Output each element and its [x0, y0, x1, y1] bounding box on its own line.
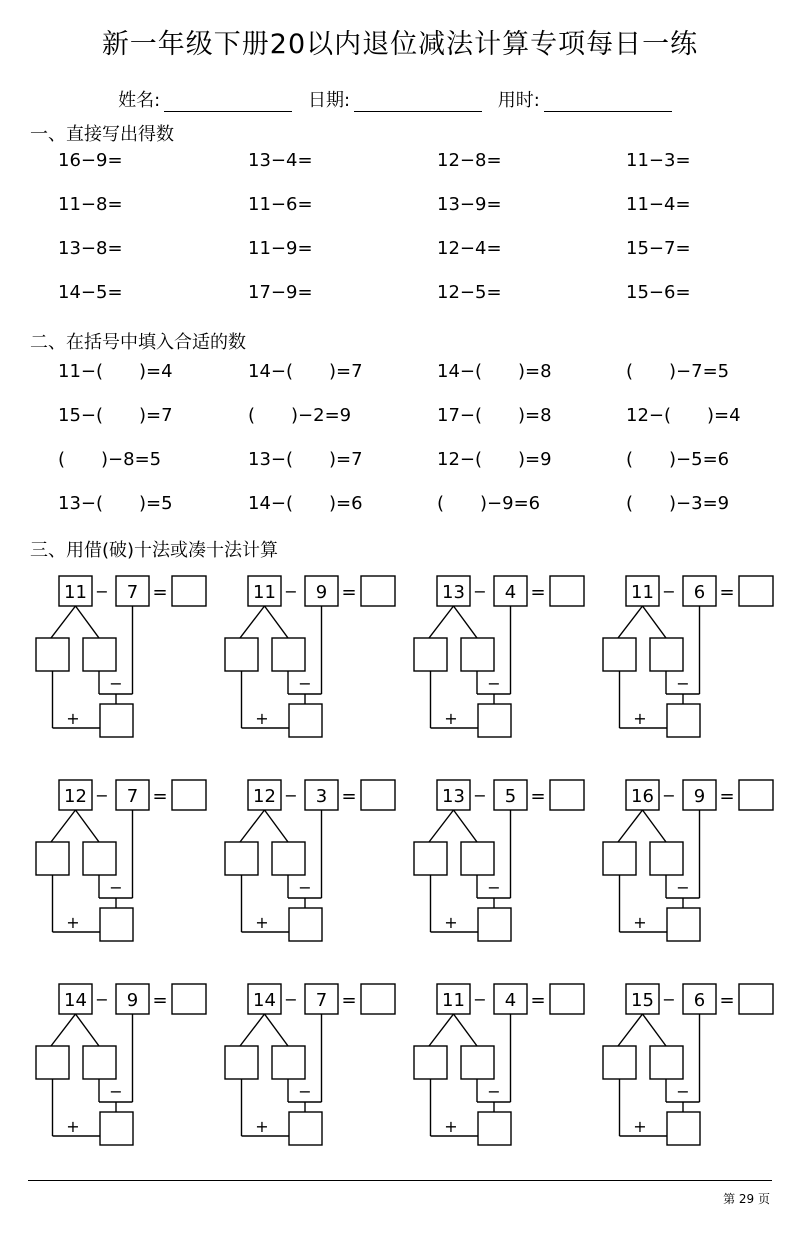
- fill-blank-problem: 15−( )=7: [58, 405, 173, 426]
- arithmetic-problem: 11−9=: [248, 238, 313, 259]
- subtrahend-value: 4: [504, 582, 517, 603]
- arithmetic-problem: 15−6=: [626, 282, 691, 303]
- minuend-value: 11: [64, 582, 87, 603]
- plus-sign: +: [633, 913, 647, 932]
- plus-sign: +: [255, 1117, 269, 1136]
- split-line-left: [51, 810, 76, 842]
- subtrahend-value: 6: [693, 990, 706, 1011]
- split-box-right: [272, 638, 305, 671]
- equals-sign: =: [719, 582, 735, 603]
- minuend-value: 12: [64, 786, 87, 807]
- split-line-right: [76, 810, 100, 842]
- equals-sign: =: [719, 786, 735, 807]
- split-line-left: [429, 810, 454, 842]
- minus-sign: −: [487, 1082, 501, 1101]
- plus-sign: +: [255, 709, 269, 728]
- fill-blank-problem: 17−( )=8: [437, 405, 552, 426]
- fill-blank-problem: 13−( )=7: [248, 449, 363, 470]
- subtrahend-value: 5: [504, 786, 517, 807]
- split-box-left: [603, 638, 636, 671]
- fill-blank-problem: 11−( )=4: [58, 361, 173, 382]
- split-line-right: [454, 810, 478, 842]
- answer-box: [361, 780, 395, 810]
- answer-box: [739, 780, 773, 810]
- minus-sign: −: [676, 674, 690, 693]
- arithmetic-problem: 13−4=: [248, 150, 313, 171]
- fill-blank-problem: 13−( )=5: [58, 493, 173, 514]
- fill-blank-problem: 14−( )=8: [437, 361, 552, 382]
- minus-sign: −: [487, 674, 501, 693]
- split-line-left: [429, 606, 454, 638]
- split-line-right: [76, 1014, 100, 1046]
- minus-sign: −: [473, 990, 487, 1009]
- subtrahend-value: 4: [504, 990, 517, 1011]
- minus-sign: −: [473, 582, 487, 601]
- split-box-left: [603, 842, 636, 875]
- subtrahend-value: 6: [693, 582, 706, 603]
- split-box-right: [272, 1046, 305, 1079]
- plus-sign: +: [66, 913, 80, 932]
- split-line-left: [618, 1014, 643, 1046]
- minus-sign: −: [109, 878, 123, 897]
- split-box-right: [461, 842, 494, 875]
- date-label: 日期:: [307, 90, 351, 111]
- minus-sign: −: [284, 582, 298, 601]
- section2-heading: 二、在括号中填入合适的数: [30, 332, 246, 353]
- split-box-left: [225, 842, 258, 875]
- minus-sign: −: [284, 990, 298, 1009]
- split-box-right: [83, 638, 116, 671]
- minus-sign: −: [676, 878, 690, 897]
- plus-sign: +: [66, 1117, 80, 1136]
- split-box-right: [650, 1046, 683, 1079]
- minus-sign: −: [473, 786, 487, 805]
- split-line-left: [618, 810, 643, 842]
- equals-sign: =: [152, 990, 168, 1011]
- subtrahend-value: 3: [315, 786, 328, 807]
- fill-blank-problem: ( )−2=9: [248, 405, 352, 426]
- arithmetic-problem: 11−3=: [626, 150, 691, 171]
- minus-sign: −: [487, 878, 501, 897]
- minus-sign: −: [298, 1082, 312, 1101]
- plus-sign: +: [444, 1117, 458, 1136]
- split-box-left: [36, 842, 69, 875]
- split-box-right: [461, 638, 494, 671]
- split-line-left: [240, 1014, 265, 1046]
- split-line-right: [265, 606, 289, 638]
- answer-box: [550, 576, 584, 606]
- arithmetic-problem: 14−5=: [58, 282, 123, 303]
- minus-sign: −: [662, 582, 676, 601]
- name-label: 姓名:: [118, 90, 161, 111]
- split-line-left: [51, 606, 76, 638]
- answer-box: [361, 576, 395, 606]
- minus-sign: −: [95, 786, 109, 805]
- arithmetic-problem: 11−4=: [626, 194, 691, 215]
- minus-sign: −: [298, 878, 312, 897]
- result-box: [289, 908, 322, 941]
- split-line-left: [240, 606, 265, 638]
- split-line-left: [240, 810, 265, 842]
- split-box-right: [83, 842, 116, 875]
- equals-sign: =: [530, 582, 546, 603]
- plus-sign: +: [444, 709, 458, 728]
- split-box-left: [36, 1046, 69, 1079]
- answer-box: [361, 984, 395, 1014]
- minus-sign: −: [109, 1082, 123, 1101]
- result-box: [100, 1112, 133, 1145]
- answer-box: [739, 984, 773, 1014]
- minuend-value: 11: [442, 990, 465, 1011]
- equals-sign: =: [152, 786, 168, 807]
- equals-sign: =: [341, 786, 357, 807]
- result-box: [667, 908, 700, 941]
- plus-sign: +: [633, 1117, 647, 1136]
- equals-sign: =: [530, 786, 546, 807]
- minuend-value: 13: [442, 786, 465, 807]
- result-box: [289, 704, 322, 737]
- result-box: [289, 1112, 322, 1145]
- fill-blank-problem: ( )−3=9: [626, 493, 730, 514]
- split-line-left: [618, 606, 643, 638]
- minus-sign: −: [298, 674, 312, 693]
- subtrahend-value: 9: [693, 786, 706, 807]
- subtrahend-value: 9: [126, 990, 139, 1011]
- arithmetic-problem: 15−7=: [626, 238, 691, 259]
- split-box-right: [461, 1046, 494, 1079]
- plus-sign: +: [633, 709, 647, 728]
- minus-sign: −: [95, 582, 109, 601]
- section3-heading: 三、用借(破)十法或凑十法计算: [30, 540, 279, 561]
- arithmetic-problem: 16−9=: [58, 150, 123, 171]
- fill-blank-problem: ( )−5=6: [626, 449, 730, 470]
- split-box-right: [83, 1046, 116, 1079]
- fill-blank-problem: 14−( )=6: [248, 493, 363, 514]
- minus-sign: −: [662, 786, 676, 805]
- split-line-right: [643, 1014, 667, 1046]
- answer-box: [550, 780, 584, 810]
- equals-sign: =: [152, 582, 168, 603]
- page-title: 新一年级下册20以内退位减法计算专项每日一练: [101, 29, 699, 60]
- split-line-right: [454, 606, 478, 638]
- subtrahend-value: 7: [126, 786, 139, 807]
- split-box-left: [225, 638, 258, 671]
- split-box-left: [225, 1046, 258, 1079]
- subtrahend-value: 7: [315, 990, 328, 1011]
- arithmetic-problem: 12−5=: [437, 282, 502, 303]
- result-box: [100, 908, 133, 941]
- fill-blank-problem: ( )−7=5: [626, 361, 730, 382]
- arithmetic-problem: 12−8=: [437, 150, 502, 171]
- plus-sign: +: [255, 913, 269, 932]
- arithmetic-problem: 12−4=: [437, 238, 502, 259]
- minus-sign: −: [662, 990, 676, 1009]
- split-box-right: [650, 638, 683, 671]
- plus-sign: +: [66, 709, 80, 728]
- equals-sign: =: [530, 990, 546, 1011]
- section1-heading: 一、直接写出得数: [30, 124, 174, 145]
- minuend-value: 14: [64, 990, 87, 1011]
- result-box: [478, 908, 511, 941]
- split-box-left: [414, 638, 447, 671]
- split-box-left: [36, 638, 69, 671]
- result-box: [667, 1112, 700, 1145]
- split-box-left: [414, 1046, 447, 1079]
- arithmetic-problem: 13−9=: [437, 194, 502, 215]
- split-line-right: [76, 606, 100, 638]
- equals-sign: =: [341, 582, 357, 603]
- answer-box: [550, 984, 584, 1014]
- minuend-value: 15: [631, 990, 654, 1011]
- split-box-left: [603, 1046, 636, 1079]
- minus-sign: −: [95, 990, 109, 1009]
- answer-box: [172, 984, 206, 1014]
- minus-sign: −: [676, 1082, 690, 1101]
- answer-box: [739, 576, 773, 606]
- result-box: [100, 704, 133, 737]
- split-box-right: [650, 842, 683, 875]
- arithmetic-problem: 13−8=: [58, 238, 123, 259]
- minus-sign: −: [284, 786, 298, 805]
- split-line-left: [51, 1014, 76, 1046]
- equals-sign: =: [719, 990, 735, 1011]
- fill-blank-problem: ( )−8=5: [58, 449, 162, 470]
- fill-blank-problem: 12−( )=9: [437, 449, 552, 470]
- split-line-right: [265, 1014, 289, 1046]
- fill-blank-problem: 12−( )=4: [626, 405, 741, 426]
- minuend-value: 11: [253, 582, 276, 603]
- answer-box: [172, 780, 206, 810]
- subtrahend-value: 7: [126, 582, 139, 603]
- time-label: 用时:: [497, 90, 540, 111]
- subtrahend-value: 9: [315, 582, 328, 603]
- result-box: [478, 1112, 511, 1145]
- arithmetic-problem: 17−9=: [248, 282, 313, 303]
- minuend-value: 12: [253, 786, 276, 807]
- minus-sign: −: [109, 674, 123, 693]
- arithmetic-problem: 11−6=: [248, 194, 313, 215]
- fill-blank-problem: 14−( )=7: [248, 361, 363, 382]
- minuend-value: 13: [442, 582, 465, 603]
- split-line-right: [454, 1014, 478, 1046]
- minuend-value: 14: [253, 990, 276, 1011]
- fill-blank-problem: ( )−9=6: [437, 493, 541, 514]
- split-line-right: [643, 606, 667, 638]
- minuend-value: 16: [631, 786, 654, 807]
- split-line-right: [265, 810, 289, 842]
- page-number: 第 29 页: [723, 1192, 770, 1206]
- result-box: [478, 704, 511, 737]
- arithmetic-problem: 11−8=: [58, 194, 123, 215]
- footer-divider: [28, 1180, 772, 1181]
- minuend-value: 11: [631, 582, 654, 603]
- split-line-right: [643, 810, 667, 842]
- answer-box: [172, 576, 206, 606]
- split-line-left: [429, 1014, 454, 1046]
- split-box-right: [272, 842, 305, 875]
- split-box-left: [414, 842, 447, 875]
- result-box: [667, 704, 700, 737]
- plus-sign: +: [444, 913, 458, 932]
- equals-sign: =: [341, 990, 357, 1011]
